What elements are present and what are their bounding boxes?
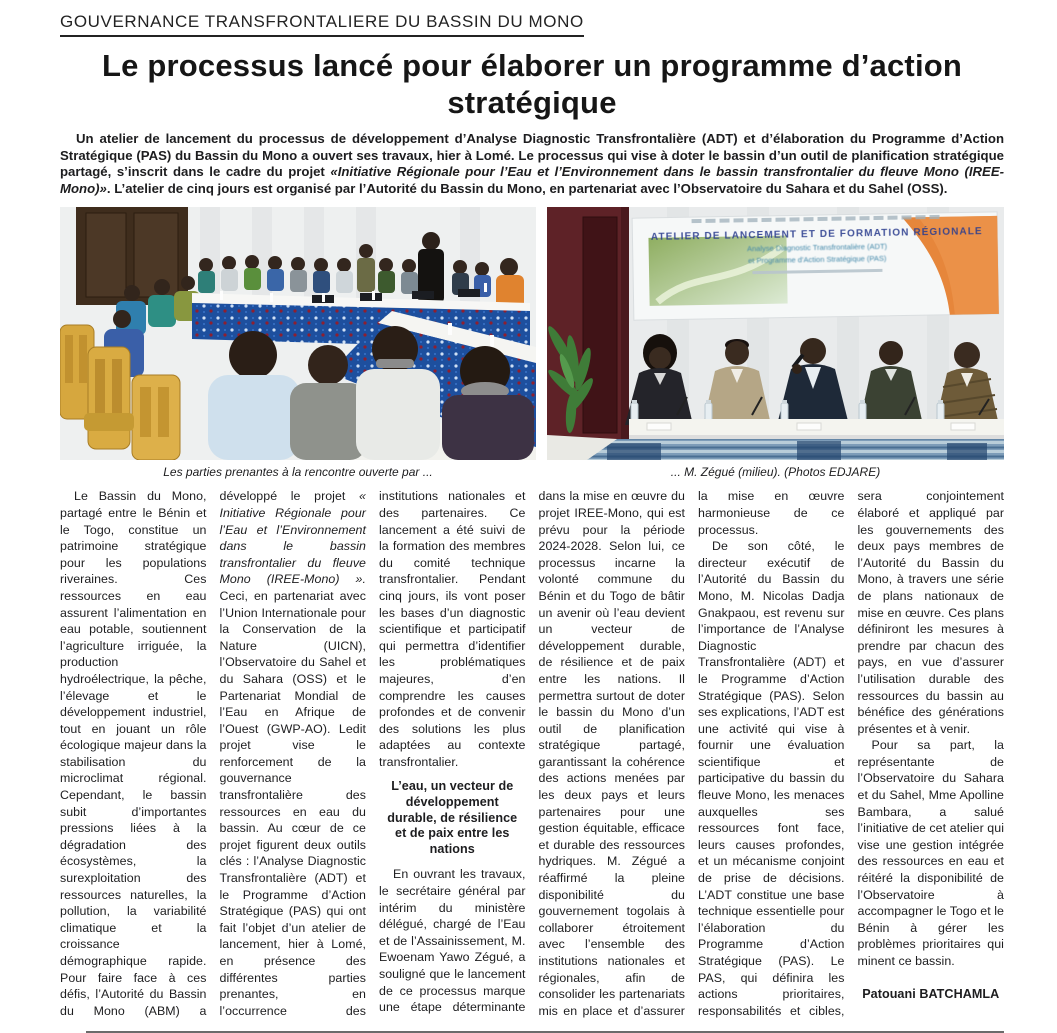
lead-project-name: «Initiative Régionale pour l’Eau et l’Environnement dans le bassin transfrontalier du fleuve Mono (IREE-Mono)» <box>60 164 1005 196</box>
banner-subtitle-1: Analyse Diagnostic Transfrontalière (ADT) <box>746 242 888 254</box>
section-kicker: GOUVERNANCE TRANSFRONTALIERE DU BASSIN DU MONO <box>60 12 584 37</box>
photo-left-figure <box>60 207 536 479</box>
page-title: Le processus lancé pour élaborer un programme d’action stratégique <box>101 48 963 120</box>
project-name-italic: « Initiative Régionale pour l’Eau et l’Environnement dans le bassin transfrontalier du fleuve Mono (IREE-Mono) ». <box>219 489 366 587</box>
banner-title: ATELIER DE LANCEMENT ET DE FORMATION RÉGIONALE <box>650 226 983 244</box>
photo-left <box>60 207 536 460</box>
lead-paragraph <box>60 131 1004 197</box>
photo-right <box>547 207 1004 460</box>
article-subhead: L’eau, un vecteur de développement durable, de résilience et de paix entre les nations <box>387 779 518 856</box>
article-paragraph-3: De son côté, le directeur exécutif de l’Autorité du Bassin du Mono, M. Nicolas Dadja Gnakpaou, est revenu sur l’importance de l’Analyse Diagnostic Transfrontalière (ADT) et le Programme d’Action Stratégique (PAS). Selon ses explications, l’ADT est une activité qui vise à fournir une évaluation scientifique et participative du bassin du fleuve Mono, les menaces auxquelles ses ressources font face, leurs causes profondes, et un mécanisme conjoint de prise de décisions. L’ADT constitue une base technique essentielle pour l’élaboration du Programme d’Action Stratégique (PAS). Le PAS, qui définira les actions prioritaires, responsabilités et cibles, sera conjointement élaboré et appliqué par les gouvernements des deux pays membres de l’Autorité du Bassin du Mono, à travers une série de plans nationaux de mise en œuvre. Ces plans définiront les mesures à prendre par chacun des pays, en vue d’assurer l’utilisation durable des ressources du bassin au bénéfice des générations présentes et à venir. <box>698 489 1004 1018</box>
article-paragraph-4: Pour sa part, la représentante de l’Observatoire du Sahara et du Sahel, Mme Apolline Bambara, a salué l’initiative de cet atelier qui vise une gestion intégrée des ressources en eau et réitéré la disponibilité de l’Observatoire à accompagner le Togo et le Bénin à gérer les problèmes prioritaires qui minent ce bassin. <box>857 738 1004 968</box>
photo-row <box>60 207 1004 479</box>
article-paragraph-2: En ouvrant les travaux, le secrétaire général par intérim du ministère délégué, chargé de l’Eau et de l’Assainissement, M. Ewoenam Yawo Zégué, a souligné que le lancement de ce processus marque une étape déterminante dans la mise en œuvre du projet IREE-Mono, qui est prévu pour la période 2024-2028. Selon lui, ce processus incarne la volonté commune du Bénin et du Togo de bâtir un avenir où l’eau devient un vecteur de développement durable, de résilience et de paix entre les nations. Il permettra surtout de doter le bassin du Mono d’un outil de planification stratégique partagé, garantissant la cohérence des actions menées par les deux pays et leurs partenaires pour une gestion équitable, efficace et durable des ressources hydriques. M. Zégué a réaffirmé la pleine disponibilité du gouvernement togolais à collaborer étroitement avec l’ensemble des institutions nationales et régionales, afin de consolider les partenariats mis en place et d’assurer la mise en œuvre harmonieuse de ce processus. <box>379 489 845 1018</box>
lead-text-a: Un atelier de lancement du processus de développement d’Analyse Diagnostic Transfrontalière (ADT) et d’élaboration du Programme d’Action Stratégique (PAS) du Bassin du Mono a ouvert ses travaux, hier à Lomé. Le processus qui vise à doter le bassin d’un outil de planification stratégique partagé, s’inscrit dans le cadre du projet <box>60 131 1004 180</box>
photo-right-caption: ... M. Zégué (milieu). (Photos EDJARE) <box>670 465 881 480</box>
article-p1-text-c: Ceci, en partenariat avec l’Union Internationale pour la Conservation de la Nature (UICN), l’Observatoire du Sahel et du Sahara (OSS) et le Partenariat Mondial de l’Eau en Afrique de l’Ouest (GWP-AO). Ledit projet vise le renforcement de la gouvernance transfrontalière des ressources en eau du bassin. Au cœur de ce projet figurent deux outils clés : l’Analyse Diagnostic Transfrontalière (ADT) et le Programme d’Action Stratégique (PAS) qui ont fait l’objet d’un atelier de lancement, hier à Lomé, en présence des différentes parties prenantes, en l’occurrence des institutions nationales et des partenaires. Ce lancement a été suivi de la formation des membres du comité technique transfrontalier. Pendant cinq jours, ils vont poser les bases d’un diagnostic scientifique et participatif qui permettra d’identifier les problématiques majeures, d’en comprendre les causes profondes et de convenir des solutions les plus adaptées au contexte transfrontalier. <box>219 489 526 1018</box>
byline: Patouani BATCHAMLA <box>862 986 1000 1001</box>
article-p1-text-a: Le Bassin du Mono, partagé entre le Bénin et le Togo, constitue un patrimoine stratégique pour les populations riveraines. Ces ressources en eau assurent l’alimentation en eau potable, soutiennent l’agriculture irriguée, la production hydroélectrique, la pêche, l’élevage et le développement industriel, tout en jouant un rôle écologique majeur dans la stabilisation du microclimat régional. Cependant, le bassin subit d’importantes pressions liées à la dégradation des écosystèmes, la surexploitation des ressources naturelles, la pollution, la variabilité climatique et la croissance démographique rapide. Pour faire face à ces défis, l’Autorité du Bassin du Mono (ABM) a développé le projet <box>60 489 360 1018</box>
article-body <box>60 488 1004 1019</box>
banner-subtitle-2: et Programme d’Action Stratégique (PAS) <box>748 254 887 266</box>
lead-text-c: . L’atelier de cinq jours est organisé par l’Autorité du Bassin du Mono, en partenariat avec l’Observatoire du Sahara et du Sahel (OSS). <box>106 180 948 196</box>
photo-left-caption: Les parties prenantes à la rencontre ouverte par ... <box>163 465 433 480</box>
section-kicker-row <box>60 12 1004 37</box>
workshop-banner <box>643 214 992 276</box>
conference-room-photo-svg <box>60 207 536 460</box>
photo-right-figure <box>547 207 1004 479</box>
